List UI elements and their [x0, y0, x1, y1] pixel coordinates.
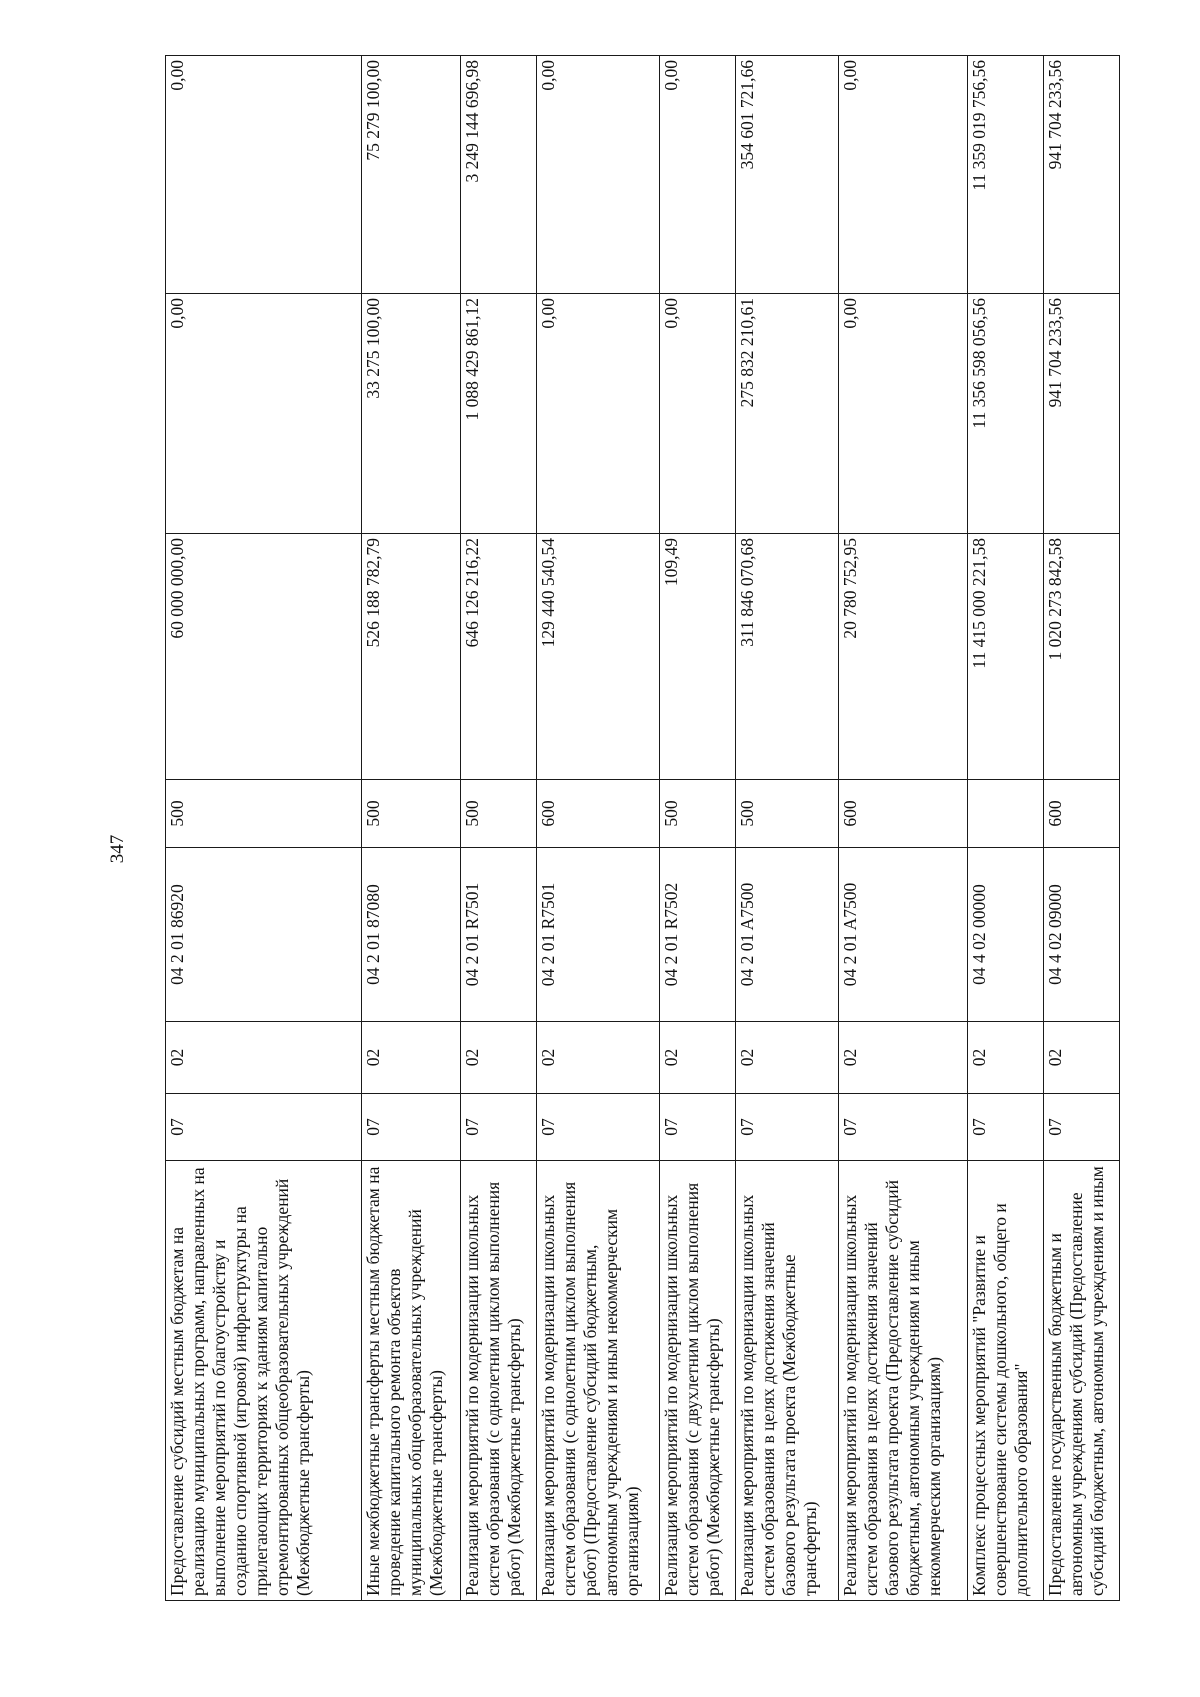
- amount-year-3: 3 249 144 696,98: [461, 56, 537, 294]
- expense-type-code: 600: [1044, 780, 1120, 848]
- subsection-code: 02: [968, 1022, 1044, 1094]
- amount-year-1: 60 000 000,00: [166, 534, 362, 780]
- section-code: 07: [736, 1094, 838, 1161]
- amount-year-1: 1 020 273 842,58: [1044, 534, 1120, 780]
- target-article-code: 04 4 02 00000: [968, 848, 1044, 1022]
- amount-year-3: 75 279 100,00: [362, 56, 461, 294]
- expense-type-code: 500: [461, 780, 537, 848]
- table-row: [736, 56, 838, 1601]
- row-name: Реализация мероприятий по модернизации школьных систем образования (с однолетним циклом выполнения работ) (Межбюджетные трансферты): [461, 1161, 537, 1601]
- expense-type-code: 600: [537, 780, 660, 848]
- amount-year-1: 109,49: [660, 534, 736, 780]
- target-article-code: 04 2 01 A7500: [838, 848, 968, 1022]
- section-code: 07: [968, 1094, 1044, 1161]
- section-code: 07: [838, 1094, 968, 1161]
- row-name: Предоставление субсидий местным бюджетам на реализацию муниципальных программ, направленных на выполнение мероприятий по благоустройству и созданию спортивной (игровой) инфраструктуры на прилегающих территориях к зданиям капитально отремонтированных общеобразовательных учреждений (Межбюджетные трансферты): [166, 1161, 362, 1601]
- target-article-code: 04 2 01 R7501: [537, 848, 660, 1022]
- subsection-code: 02: [1044, 1022, 1120, 1094]
- row-name: Реализация мероприятий по модернизации школьных систем образования (с двухлетним циклом выполнения работ) (Межбюджетные трансферты): [660, 1161, 736, 1601]
- amount-year-1: 11 415 000 221,58: [968, 534, 1044, 780]
- amount-year-3: 0,00: [660, 56, 736, 294]
- section-code: 07: [660, 1094, 736, 1161]
- amount-year-3: 0,00: [537, 56, 660, 294]
- section-code: 07: [1044, 1094, 1120, 1161]
- amount-year-3: 941 704 233,56: [1044, 56, 1120, 294]
- rotated-table-wrapper: [165, 56, 1120, 1601]
- target-article-code: 04 2 01 R7501: [461, 848, 537, 1022]
- amount-year-2: 0,00: [166, 294, 362, 534]
- amount-year-2: 0,00: [660, 294, 736, 534]
- table-row: [461, 56, 537, 1601]
- subsection-code: 02: [838, 1022, 968, 1094]
- amount-year-1: 311 846 070,68: [736, 534, 838, 780]
- expense-type-code: [968, 780, 1044, 848]
- row-name: Реализация мероприятий по модернизации школьных систем образования в целях достижения значений базового результата проекта (Межбюджетные трансферты): [736, 1161, 838, 1601]
- amount-year-2: 941 704 233,56: [1044, 294, 1120, 534]
- table-row: [362, 56, 461, 1601]
- table-row: [660, 56, 736, 1601]
- expense-type-code: 500: [660, 780, 736, 848]
- section-code: 07: [166, 1094, 362, 1161]
- target-article-code: 04 2 01 86920: [166, 848, 362, 1022]
- expense-type-code: 500: [166, 780, 362, 848]
- expense-type-code: 500: [362, 780, 461, 848]
- section-code: 07: [362, 1094, 461, 1161]
- amount-year-2: 33 275 100,00: [362, 294, 461, 534]
- amount-year-2: 1 088 429 861,12: [461, 294, 537, 534]
- subsection-code: 02: [660, 1022, 736, 1094]
- amount-year-1: 646 126 216,22: [461, 534, 537, 780]
- amount-year-2: 0,00: [537, 294, 660, 534]
- amount-year-1: 20 780 752,95: [838, 534, 968, 780]
- amount-year-3: 11 359 019 756,56: [968, 56, 1044, 294]
- row-name: Предоставление государственным бюджетным и автономным учреждениям субсидий (Предоставление субсидий бюджетным, автономным учреждениям и иным: [1044, 1161, 1120, 1601]
- section-code: 07: [461, 1094, 537, 1161]
- amount-year-1: 526 188 782,79: [362, 534, 461, 780]
- target-article-code: 04 4 02 09000: [1044, 848, 1120, 1022]
- amount-year-2: 11 356 598 056,56: [968, 294, 1044, 534]
- row-name: Реализация мероприятий по модернизации школьных систем образования в целях достижения значений базового результата проекта (Предоставление субсидий бюджетным, автономным учреждениям и иным некоммерческим организациям): [838, 1161, 968, 1601]
- expense-type-code: 500: [736, 780, 838, 848]
- row-name: Комплекс процессных мероприятий "Развитие и совершенствование системы дошкольного, общего и дополнительного образования": [968, 1161, 1044, 1601]
- subsection-code: 02: [166, 1022, 362, 1094]
- target-article-code: 04 2 01 R7502: [660, 848, 736, 1022]
- budget-table: [165, 55, 1120, 1601]
- amount-year-1: 129 440 540,54: [537, 534, 660, 780]
- table-row: [1044, 56, 1120, 1601]
- page-number: 347: [107, 834, 128, 864]
- section-code: 07: [537, 1094, 660, 1161]
- amount-year-2: 0,00: [838, 294, 968, 534]
- subsection-code: 02: [461, 1022, 537, 1094]
- table-row: [968, 56, 1044, 1601]
- subsection-code: 02: [736, 1022, 838, 1094]
- subsection-code: 02: [362, 1022, 461, 1094]
- amount-year-3: 0,00: [166, 56, 362, 294]
- amount-year-2: 275 832 210,61: [736, 294, 838, 534]
- expense-type-code: 600: [838, 780, 968, 848]
- table-body: [166, 56, 1120, 1601]
- row-name: Иные межбюджетные трансферты местным бюджетам на проведение капитального ремонта объектов муниципальных общеобразовательных учреждений (Межбюджетные трансферты): [362, 1161, 461, 1601]
- table-row: [838, 56, 968, 1601]
- subsection-code: 02: [537, 1022, 660, 1094]
- row-name: Реализация мероприятий по модернизации школьных систем образования (с однолетним циклом выполнения работ) (Предоставление субсидий бюджетным, автономным учреждениям и иным некоммерческим организациям): [537, 1161, 660, 1601]
- table-row: [537, 56, 660, 1601]
- amount-year-3: 0,00: [838, 56, 968, 294]
- amount-year-3: 354 601 721,66: [736, 56, 838, 294]
- target-article-code: 04 2 01 87080: [362, 848, 461, 1022]
- target-article-code: 04 2 01 A7500: [736, 848, 838, 1022]
- table-row: [166, 56, 362, 1601]
